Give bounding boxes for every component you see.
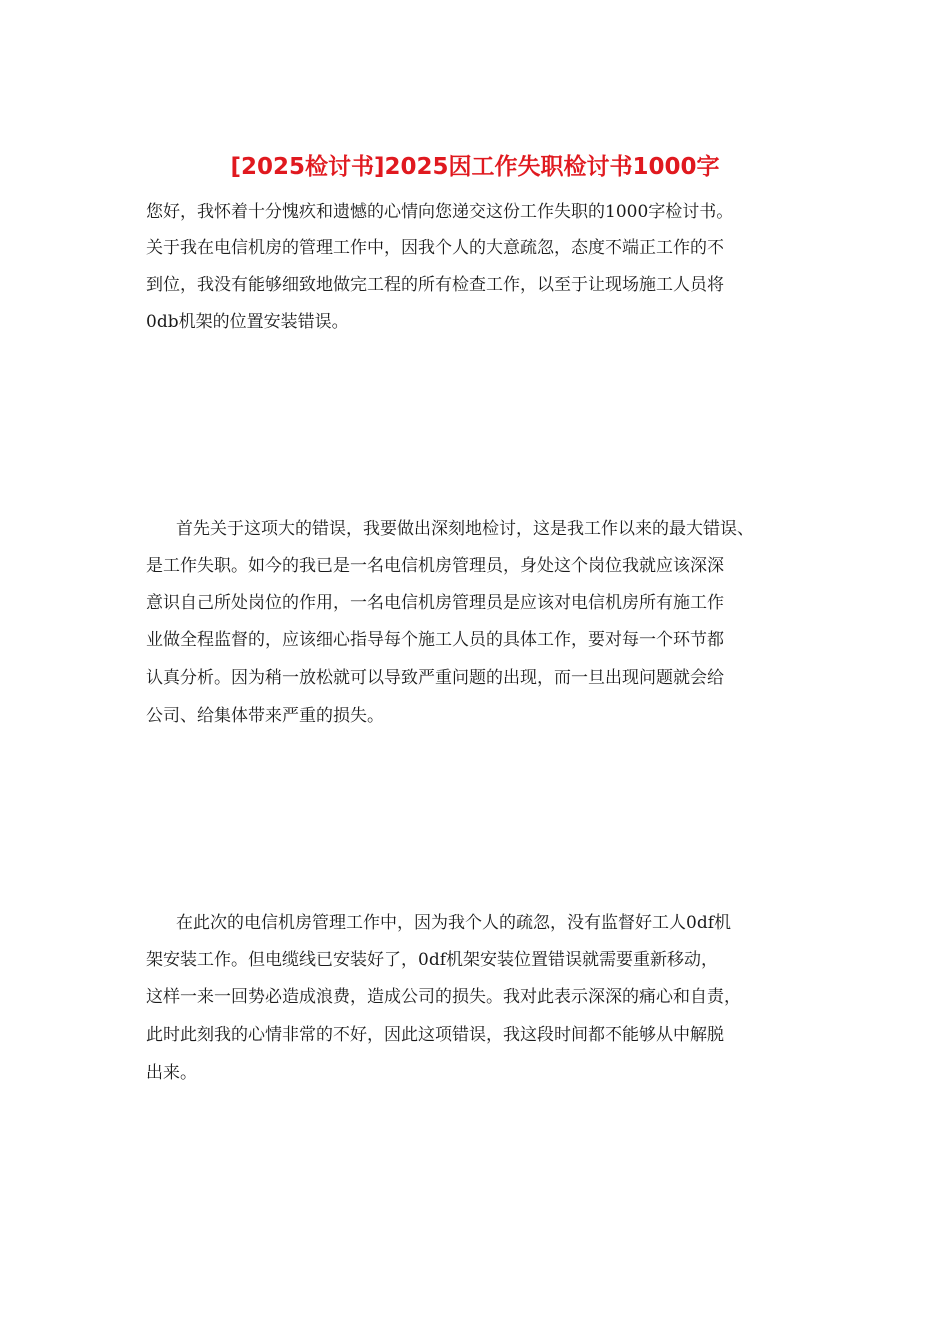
paragraph-2-line-5: 认真分析。因为稍一放松就可以导致严重问题的出现，而一旦出现问题就会给 <box>146 668 724 688</box>
document-title: [2025检讨书]2025因工作失职检讨书1000字 <box>230 154 720 180</box>
paragraph-2-line-4: 业做全程监督的，应该细心指导每个施工人员的具体工作，要对每一个环节都 <box>146 630 724 650</box>
paragraph-1-line-2: 关于我在电信机房的管理工作中，因我个人的大意疏忽，态度不端正工作的不 <box>146 238 724 258</box>
paragraph-2-line-2: 是工作失职。如今的我已是一名电信机房管理员，身处这个岗位我就应该深深 <box>146 556 724 576</box>
paragraph-2-line-6: 公司、给集体带来严重的损失。 <box>146 706 384 726</box>
paragraph-3-line-3: 这样一来一回势必造成浪费，造成公司的损失。我对此表示深深的痛心和自责， <box>146 987 741 1007</box>
paragraph-1-line-1: 您好，我怀着十分愧疚和遗憾的心情向您递交这份工作失职的1000字检讨书。 <box>146 202 734 222</box>
paragraph-1-line-4: 0db机架的位置安装错误。 <box>146 312 349 332</box>
paragraph-3-line-5: 出来。 <box>146 1063 197 1083</box>
paragraph-3-line-2: 架安装工作。但电缆线已安装好了，0df机架安装位置错误就需要重新移动， <box>146 950 718 970</box>
paragraph-3-line-4: 此时此刻我的心情非常的不好，因此这项错误，我这段时间都不能够从中解脱 <box>146 1025 724 1045</box>
paragraph-2-line-1: 首先关于这项大的错误，我要做出深刻地检讨，这是我工作以来的最大错误、 <box>176 519 754 539</box>
paragraph-3-line-1: 在此次的电信机房管理工作中，因为我个人的疏忽，没有监督好工人0df机 <box>176 913 731 933</box>
paragraph-2-line-3: 意识自己所处岗位的作用，一名电信机房管理员是应该对电信机房所有施工作 <box>146 593 724 613</box>
paragraph-1-line-3: 到位，我没有能够细致地做完工程的所有检查工作，以至于让现场施工人员将 <box>146 275 724 295</box>
